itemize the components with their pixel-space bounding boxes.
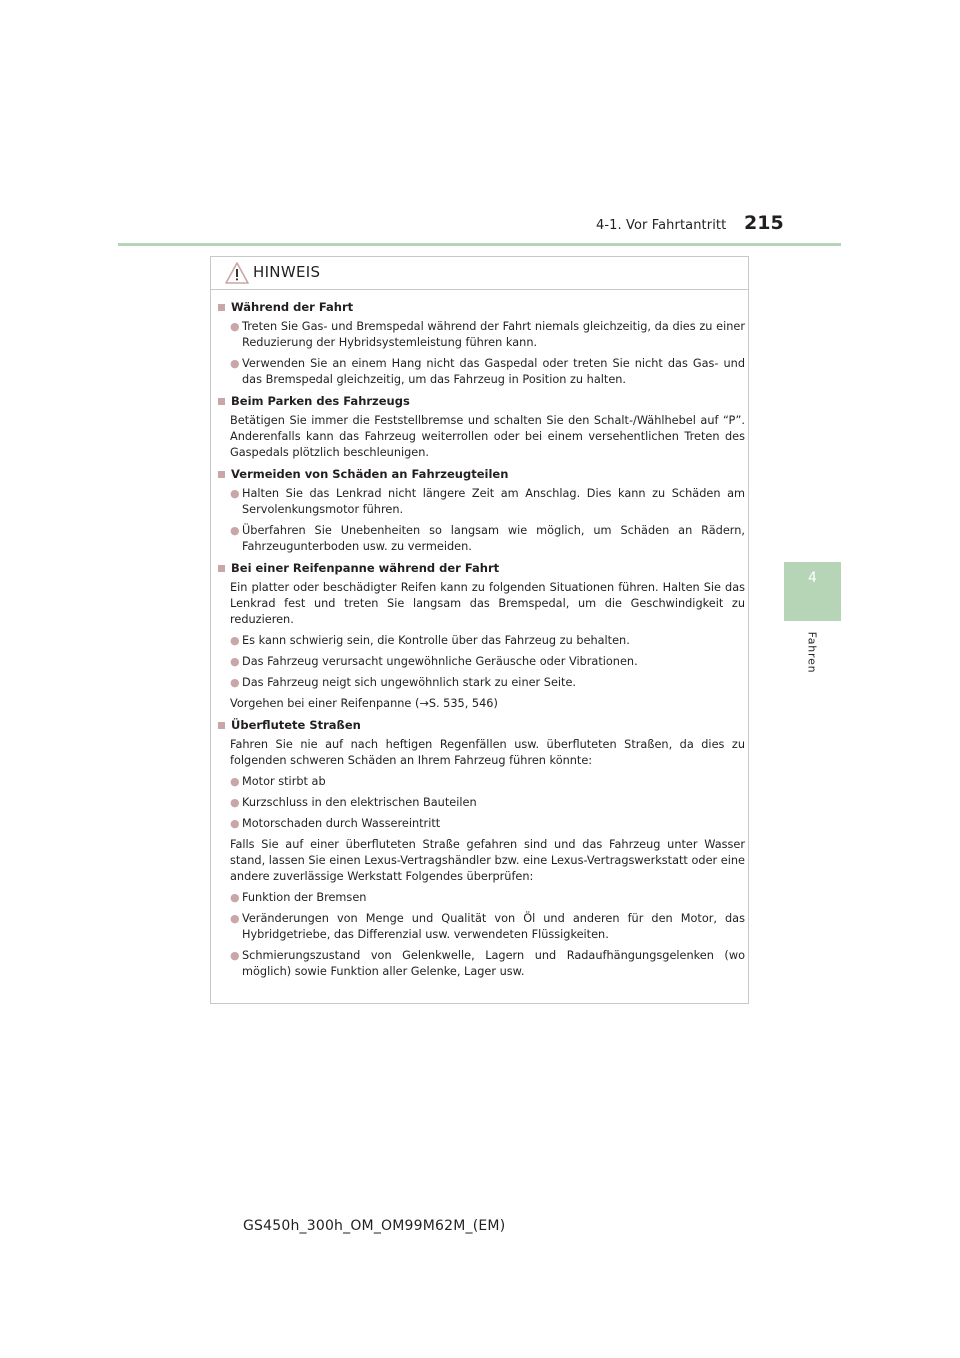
circle-bullet-icon: ● [230,796,240,809]
list-item-text: Treten Sie Gas- und Bremspedal während der Fahrt niemals gleichzeitig, da dies zu einer Reduzierung der Hybridsystemleistung führen kann. [242,320,745,349]
list-item-text: Es kann schwierig sein, die Kontrolle über das Fahrzeug zu behalten. [242,634,630,647]
list-item-text: Verwenden Sie an einem Hang nicht das Gaspedal oder treten Sie nicht das Gas- und das Bremspedal gleichzeitig, um das Fahrzeug in Position zu halten. [242,357,745,386]
list-item [218,523,745,555]
square-bullet-icon [218,722,225,729]
list-item [218,633,745,649]
page-reference: Vorgehen bei einer Reifenpanne (→S. 535, 546) [230,697,498,710]
section-heading-text: Bei einer Reifenpanne während der Fahrt [231,561,500,575]
list-item-text: Überfahren Sie Unebenheiten so langsam wie möglich, um Schäden an Rädern, Fahrzeugunterboden usw. zu vermeiden. [242,524,745,553]
notice-title: HINWEIS [253,263,321,281]
list-item [218,675,745,691]
list-item-text: Das Fahrzeug verursacht ungewöhnliche Geräusche oder Vibrationen. [242,655,638,668]
chapter-label: Fahren [805,631,819,674]
circle-bullet-icon: ● [230,524,240,537]
notice-header [211,257,748,290]
list-item-text: Halten Sie das Lenkrad nicht längere Zeit am Anschlag. Dies kann zu Schäden am Servolenkungsmotor führen. [242,487,745,516]
section-heading [218,560,745,576]
section-heading [218,393,745,409]
square-bullet-icon [218,565,225,572]
section-heading [218,466,745,482]
circle-bullet-icon: ● [230,912,240,925]
list-item-text: Motor stirbt ab [242,775,326,788]
section-avoid-damage [218,466,745,555]
footer-doc-id: GS450h_300h_OM_OM99M62M_(EM) [243,1218,506,1234]
circle-bullet-icon: ● [230,676,240,689]
circle-bullet-icon: ● [230,634,240,647]
circle-bullet-icon: ● [230,320,240,333]
page-number: 215 [744,212,784,234]
section-heading-text: Während der Fahrt [231,300,354,314]
list-item-text: Schmierungszustand von Gelenkwelle, Lagern und Radaufhängungsgelenken (wo möglich) sowie Funktion aller Gelenke, Lager usw. [242,949,745,978]
circle-bullet-icon: ● [230,891,240,904]
chapter-number: 4 [808,570,817,586]
list-item-text: Veränderungen von Menge und Qualität von Öl und anderen für den Motor, das Hybridgetriebe, das Differenzial usw. verwendeten Flüssigkeiten. [242,912,745,941]
list-item [218,486,745,518]
header-section-title: 4-1. Vor Fahrtantritt [596,218,727,233]
circle-bullet-icon: ● [230,655,240,668]
section-paragraph: Fahren Sie nie auf nach heftigen Regenfällen usw. überfluteten Straßen, da dies zu folgenden schweren Schäden an Ihrem Fahrzeug führen könnte: [230,738,745,767]
list-item [218,654,745,670]
circle-bullet-icon: ● [230,817,240,830]
list-item [218,774,745,790]
section-driving [218,299,745,388]
list-item [218,795,745,811]
section-flat-tire [218,560,745,712]
section-heading-text: Beim Parken des Fahrzeugs [231,394,410,408]
circle-bullet-icon: ● [230,487,240,500]
list-item-text: Kurzschluss in den elektrischen Bauteilen [242,796,477,809]
section-flooded-roads [218,717,745,980]
circle-bullet-icon: ● [230,357,240,370]
header-rule [118,243,841,246]
notice-box [210,256,749,1004]
section-heading-text: Überflutete Straßen [231,718,361,732]
section-parking [218,393,745,461]
square-bullet-icon [218,471,225,478]
square-bullet-icon [218,398,225,405]
notice-content [218,299,745,985]
list-item [218,356,745,388]
section-paragraph: Betätigen Sie immer die Feststellbremse und schalten Sie den Schalt-/Wählhebel auf “P”. Anderenfalls kann das Fahrzeug weiterrollen oder bei einem versehentlichen Treten des Gaspedals plötzlich beschleunigen. [230,414,745,459]
list-item [218,890,745,906]
warning-triangle-icon [225,262,249,284]
list-item [218,319,745,351]
chapter-tab [784,562,841,621]
circle-bullet-icon: ● [230,775,240,788]
section-paragraph: Falls Sie auf einer überfluteten Straße gefahren sind und das Fahrzeug unter Wasser stand, lassen Sie einen Lexus-Vertragshändler bzw. eine Lexus-Vertragswerkstatt oder eine andere zuverlässige Werkstatt Folgendes überprüfen: [230,838,745,883]
list-item-text: Motorschaden durch Wassereintritt [242,817,441,830]
circle-bullet-icon: ● [230,949,240,962]
section-paragraph: Ein platter oder beschädigter Reifen kann zu folgenden Situationen führen. Halten Sie das Lenkrad fest und treten Sie langsam das Bremspedal, um die Geschwindigkeit zu reduzieren. [230,581,745,626]
square-bullet-icon [218,304,225,311]
list-item [218,911,745,943]
list-item-text: Funktion der Bremsen [242,891,367,904]
list-item [218,816,745,832]
list-item-text: Das Fahrzeug neigt sich ungewöhnlich stark zu einer Seite. [242,676,577,689]
list-item [218,948,745,980]
section-heading [218,299,745,315]
section-heading [218,717,745,733]
section-heading-text: Vermeiden von Schäden an Fahrzeugteilen [231,467,509,481]
